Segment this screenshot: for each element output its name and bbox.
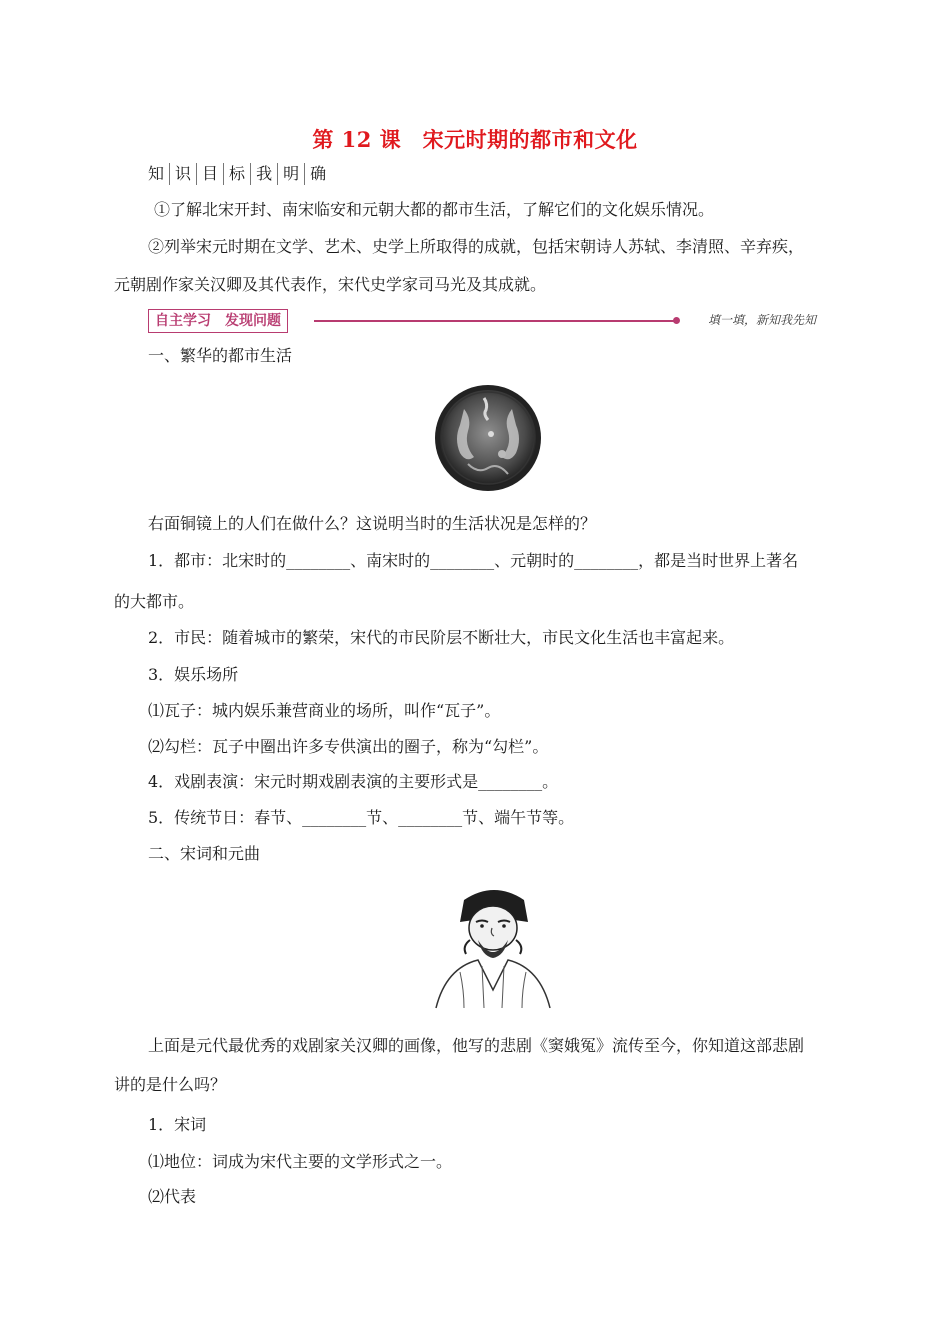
bronze-mirror-image	[434, 384, 542, 492]
goals-header-char: 识	[170, 163, 197, 185]
item-line: 4．戏剧表演：宋元时期戏剧表演的主要形式是________。	[148, 772, 559, 791]
portrait-question: 讲的是什么吗？	[114, 1075, 227, 1094]
item-line: ⑴地位：词成为宋代主要的文学形式之一。	[148, 1152, 453, 1171]
goals-header-char: 明	[278, 163, 305, 185]
banner-dot-icon	[673, 317, 680, 324]
banner-divider	[314, 320, 674, 322]
goals-header-char: 我	[251, 163, 278, 185]
lesson-title: 第 12 课 宋元时期的都市和文化	[312, 127, 638, 152]
item-line: ⑵勾栏：瓦子中圈出许多专供演出的圈子，称为“勾栏”。	[148, 737, 549, 756]
item-line: 3．娱乐场所	[148, 665, 239, 684]
item-line: ⑵代表	[148, 1187, 197, 1206]
goal-line: ②列举宋元时期在文学、艺术、史学上所取得的成就，包括宋朝诗人苏轼、李清照、辛弃疾，	[148, 237, 805, 256]
item-line: 1．都市：北宋时的________、南宋时的________、元朝时的________，都是当时世界上著名	[148, 551, 799, 570]
section2-heading: 二、宋词和元曲	[148, 844, 261, 863]
section-banner	[148, 308, 816, 334]
goals-header-char: 目	[197, 163, 224, 185]
goals-header-char: 确	[310, 164, 327, 183]
portrait-question: 上面是元代最优秀的戏剧家关汉卿的画像，他写的悲剧《窦娥冤》流传至今，你知道这部悲剧	[148, 1036, 805, 1055]
item-line: 5．传统节日：春节、________节、________节、端午节等。	[148, 808, 575, 827]
item-line: ⑴瓦子：城内娱乐兼营商业的场所，叫作“瓦子”。	[148, 701, 501, 720]
banner-tip: 填一填，新知我先知	[707, 313, 816, 327]
goals-header-char: 标	[224, 163, 251, 185]
goal-line: ①了解北宋开封、南宋临安和元朝大都的都市生活，了解它们的文化娱乐情况。	[154, 200, 715, 219]
section1-heading: 一、繁华的都市生活	[148, 346, 293, 365]
item-line: 的大都市。	[114, 592, 195, 611]
item-line: 1．宋词	[148, 1115, 207, 1134]
banner-label: 自主学习 发现问题	[148, 309, 288, 333]
goals-header-char: 知	[148, 163, 170, 185]
mirror-question: 右面铜镜上的人们在做什么？这说明当时的生活状况是怎样的？	[148, 514, 597, 533]
guan-hanqing-portrait-image	[430, 880, 556, 1010]
goals-header	[148, 163, 331, 185]
goal-line: 元朝剧作家关汉卿及其代表作，宋代史学家司马光及其成就。	[114, 275, 547, 294]
item-line: 2．市民：随着城市的繁荣，宋代的市民阶层不断壮大，市民文化生活也丰富起来。	[148, 628, 735, 647]
